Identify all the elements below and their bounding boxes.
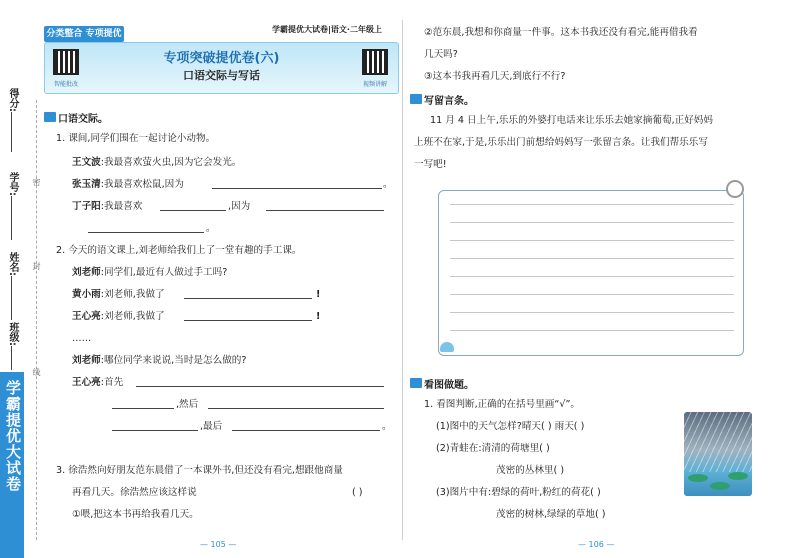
seal-line — [36, 100, 37, 540]
q3-option-1: ①喂,把这本书再给我看几天。 — [72, 509, 199, 520]
q3-option-3: ③这本书我再看几天,到底行不行? — [424, 71, 566, 82]
qr-left-caption: 智能批改 — [53, 81, 78, 88]
q2-prompt: 2. 今天的语文课上,刘老师给我们上了一堂有趣的手工课。 — [56, 245, 302, 256]
q3-prompt-1: 3. 徐浩然向好朋友范东晨借了一本课外书,但还没有看完,想跟他商量 — [56, 465, 343, 476]
score-blank — [11, 112, 12, 152]
name-blank — [11, 276, 12, 320]
picture-q1-sub2a: (2)青蛙在:清清的荷塘里( ) — [436, 443, 550, 454]
writing-line[interactable] — [450, 204, 734, 205]
writing-line[interactable] — [450, 258, 734, 259]
picture-q1-prompt: 1. 看图判断,正确的在括号里画“√”。 — [424, 399, 581, 410]
seal-mark-3: 线 — [32, 368, 41, 376]
page-divider — [402, 20, 403, 540]
paper-title: 专项突破提优卷(六) — [163, 51, 280, 66]
name-label: 姓名: — [7, 252, 18, 276]
exclaim-mark: ! — [316, 289, 321, 300]
end-mark: 。 — [383, 179, 393, 190]
section-icon — [410, 94, 422, 104]
speaker-zhang: 张玉清 — [72, 179, 101, 190]
message-prompt-3: 一写吧! — [414, 159, 447, 170]
q1-prompt: 1. 课间,同学们围在一起讨论小动物。 — [56, 133, 216, 144]
answer-blank[interactable] — [208, 398, 384, 409]
writing-line[interactable] — [450, 330, 734, 331]
answer-blank[interactable] — [212, 178, 382, 189]
speech-wangxl-2: :首先 — [100, 377, 124, 388]
student-id-label: 学号: — [7, 172, 18, 196]
section-1-title: 口语交际。 — [58, 114, 108, 125]
leaf-icon — [440, 342, 454, 352]
title-banner — [44, 42, 399, 94]
paper-subtitle: 口语交际与写话 — [183, 69, 260, 82]
spine-brand: 学霸提优大试卷 — [4, 380, 22, 492]
seal-mark-2: 封 — [32, 262, 41, 270]
q3-prompt-2: 再看几天。徐浩然应该这样说 — [72, 487, 197, 498]
speaker-huang: 黄小雨 — [72, 289, 101, 300]
ding-mid: ,因为 — [228, 201, 251, 212]
answer-paren[interactable]: ( ) — [352, 487, 363, 498]
picture-q1-sub3b: 茂密的树林,绿绿的草地( ) — [496, 509, 606, 520]
rainy-pond-illustration — [684, 412, 752, 496]
section-icon — [410, 378, 422, 388]
class-label: 班级: — [7, 322, 18, 346]
message-prompt-1: 11 月 4 日上午,乐乐的外婆打电话来让乐乐去她家摘葡萄,正好妈妈 — [430, 115, 713, 126]
answer-blank[interactable] — [112, 420, 198, 431]
speaker-liu: 刘老师 — [72, 355, 101, 366]
speech-liu-1: :同学们,最近有人做过手工吗? — [100, 267, 228, 278]
writing-box[interactable] — [438, 190, 744, 356]
end-mark: 。 — [382, 421, 392, 432]
speaker-wang: 王文波 — [72, 157, 101, 168]
q3-option-2-line2: 几天吗? — [424, 49, 458, 60]
answer-blank[interactable] — [88, 222, 204, 233]
speaker-ding: 丁子阳 — [72, 201, 101, 212]
speaker-wangxl: 王心亮 — [72, 377, 101, 388]
speech-liu-2: :哪位同学来说说,当时是怎么做的? — [100, 355, 247, 366]
speech-ding: :我最喜欢 — [100, 201, 143, 212]
page-number-right: — 106 — — [578, 540, 615, 549]
exclaim-mark: ! — [316, 311, 321, 322]
section-icon — [44, 112, 56, 122]
q3-option-2-line1: ②范东晨,我想和你商量一件事。这本书我还没有看完,能再借我看 — [424, 27, 698, 38]
then-2: ,最后 — [200, 421, 223, 432]
writing-line[interactable] — [450, 276, 734, 277]
writing-line[interactable] — [450, 312, 734, 313]
series-label: 学霸提优大试卷|语文·二年级上 — [272, 25, 382, 34]
seal-mark-1: 密 — [32, 178, 41, 186]
answer-blank[interactable] — [160, 200, 226, 211]
writing-line[interactable] — [450, 240, 734, 241]
writing-line[interactable] — [450, 222, 734, 223]
ellipsis: …… — [72, 333, 92, 344]
section-3-title: 看图做题。 — [424, 380, 474, 391]
picture-q1-sub3a: (3)图片中有:碧绿的荷叶,粉红的荷花( ) — [436, 487, 601, 498]
answer-blank[interactable] — [266, 200, 384, 211]
sun-icon — [726, 180, 744, 198]
qr-right-caption: 视频讲解 — [362, 81, 387, 88]
writing-line[interactable] — [450, 294, 734, 295]
answer-blank[interactable] — [136, 376, 384, 387]
page-number-left: — 105 — — [200, 540, 237, 549]
score-label: 得分: — [7, 88, 18, 112]
answer-blank[interactable] — [184, 288, 312, 299]
speech-wang: :我最喜欢萤火虫,因为它会发光。 — [100, 157, 242, 168]
picture-q1-sub2b: 茂密的丛林里( ) — [496, 465, 565, 476]
section-2-title: 写留言条。 — [424, 96, 474, 107]
speaker-wangxl: 王心亮 — [72, 311, 101, 322]
speaker-liu: 刘老师 — [72, 267, 101, 278]
category-tag: 分类整合 专项提优 — [44, 26, 124, 42]
speech-huang: :刘老师,我做了 — [100, 289, 165, 300]
then-1: ,然后 — [176, 399, 199, 410]
message-prompt-2: 上班不在家,于是,乐乐出门前想给妈妈写一张留言条。让我们帮乐乐写 — [414, 137, 708, 148]
answer-blank[interactable] — [112, 398, 174, 409]
class-blank — [11, 346, 12, 370]
speech-zhang: :我最喜欢松鼠,因为 — [100, 179, 184, 190]
end-mark: 。 — [206, 223, 216, 234]
student-id-blank — [11, 196, 12, 240]
answer-blank[interactable] — [232, 420, 380, 431]
qr-code-right[interactable] — [362, 49, 388, 75]
speech-wangxl: :刘老师,我做了 — [100, 311, 165, 322]
answer-blank[interactable] — [184, 310, 312, 321]
picture-q1-sub1: (1)图中的天气怎样?晴天( ) 雨天( ) — [436, 421, 585, 432]
